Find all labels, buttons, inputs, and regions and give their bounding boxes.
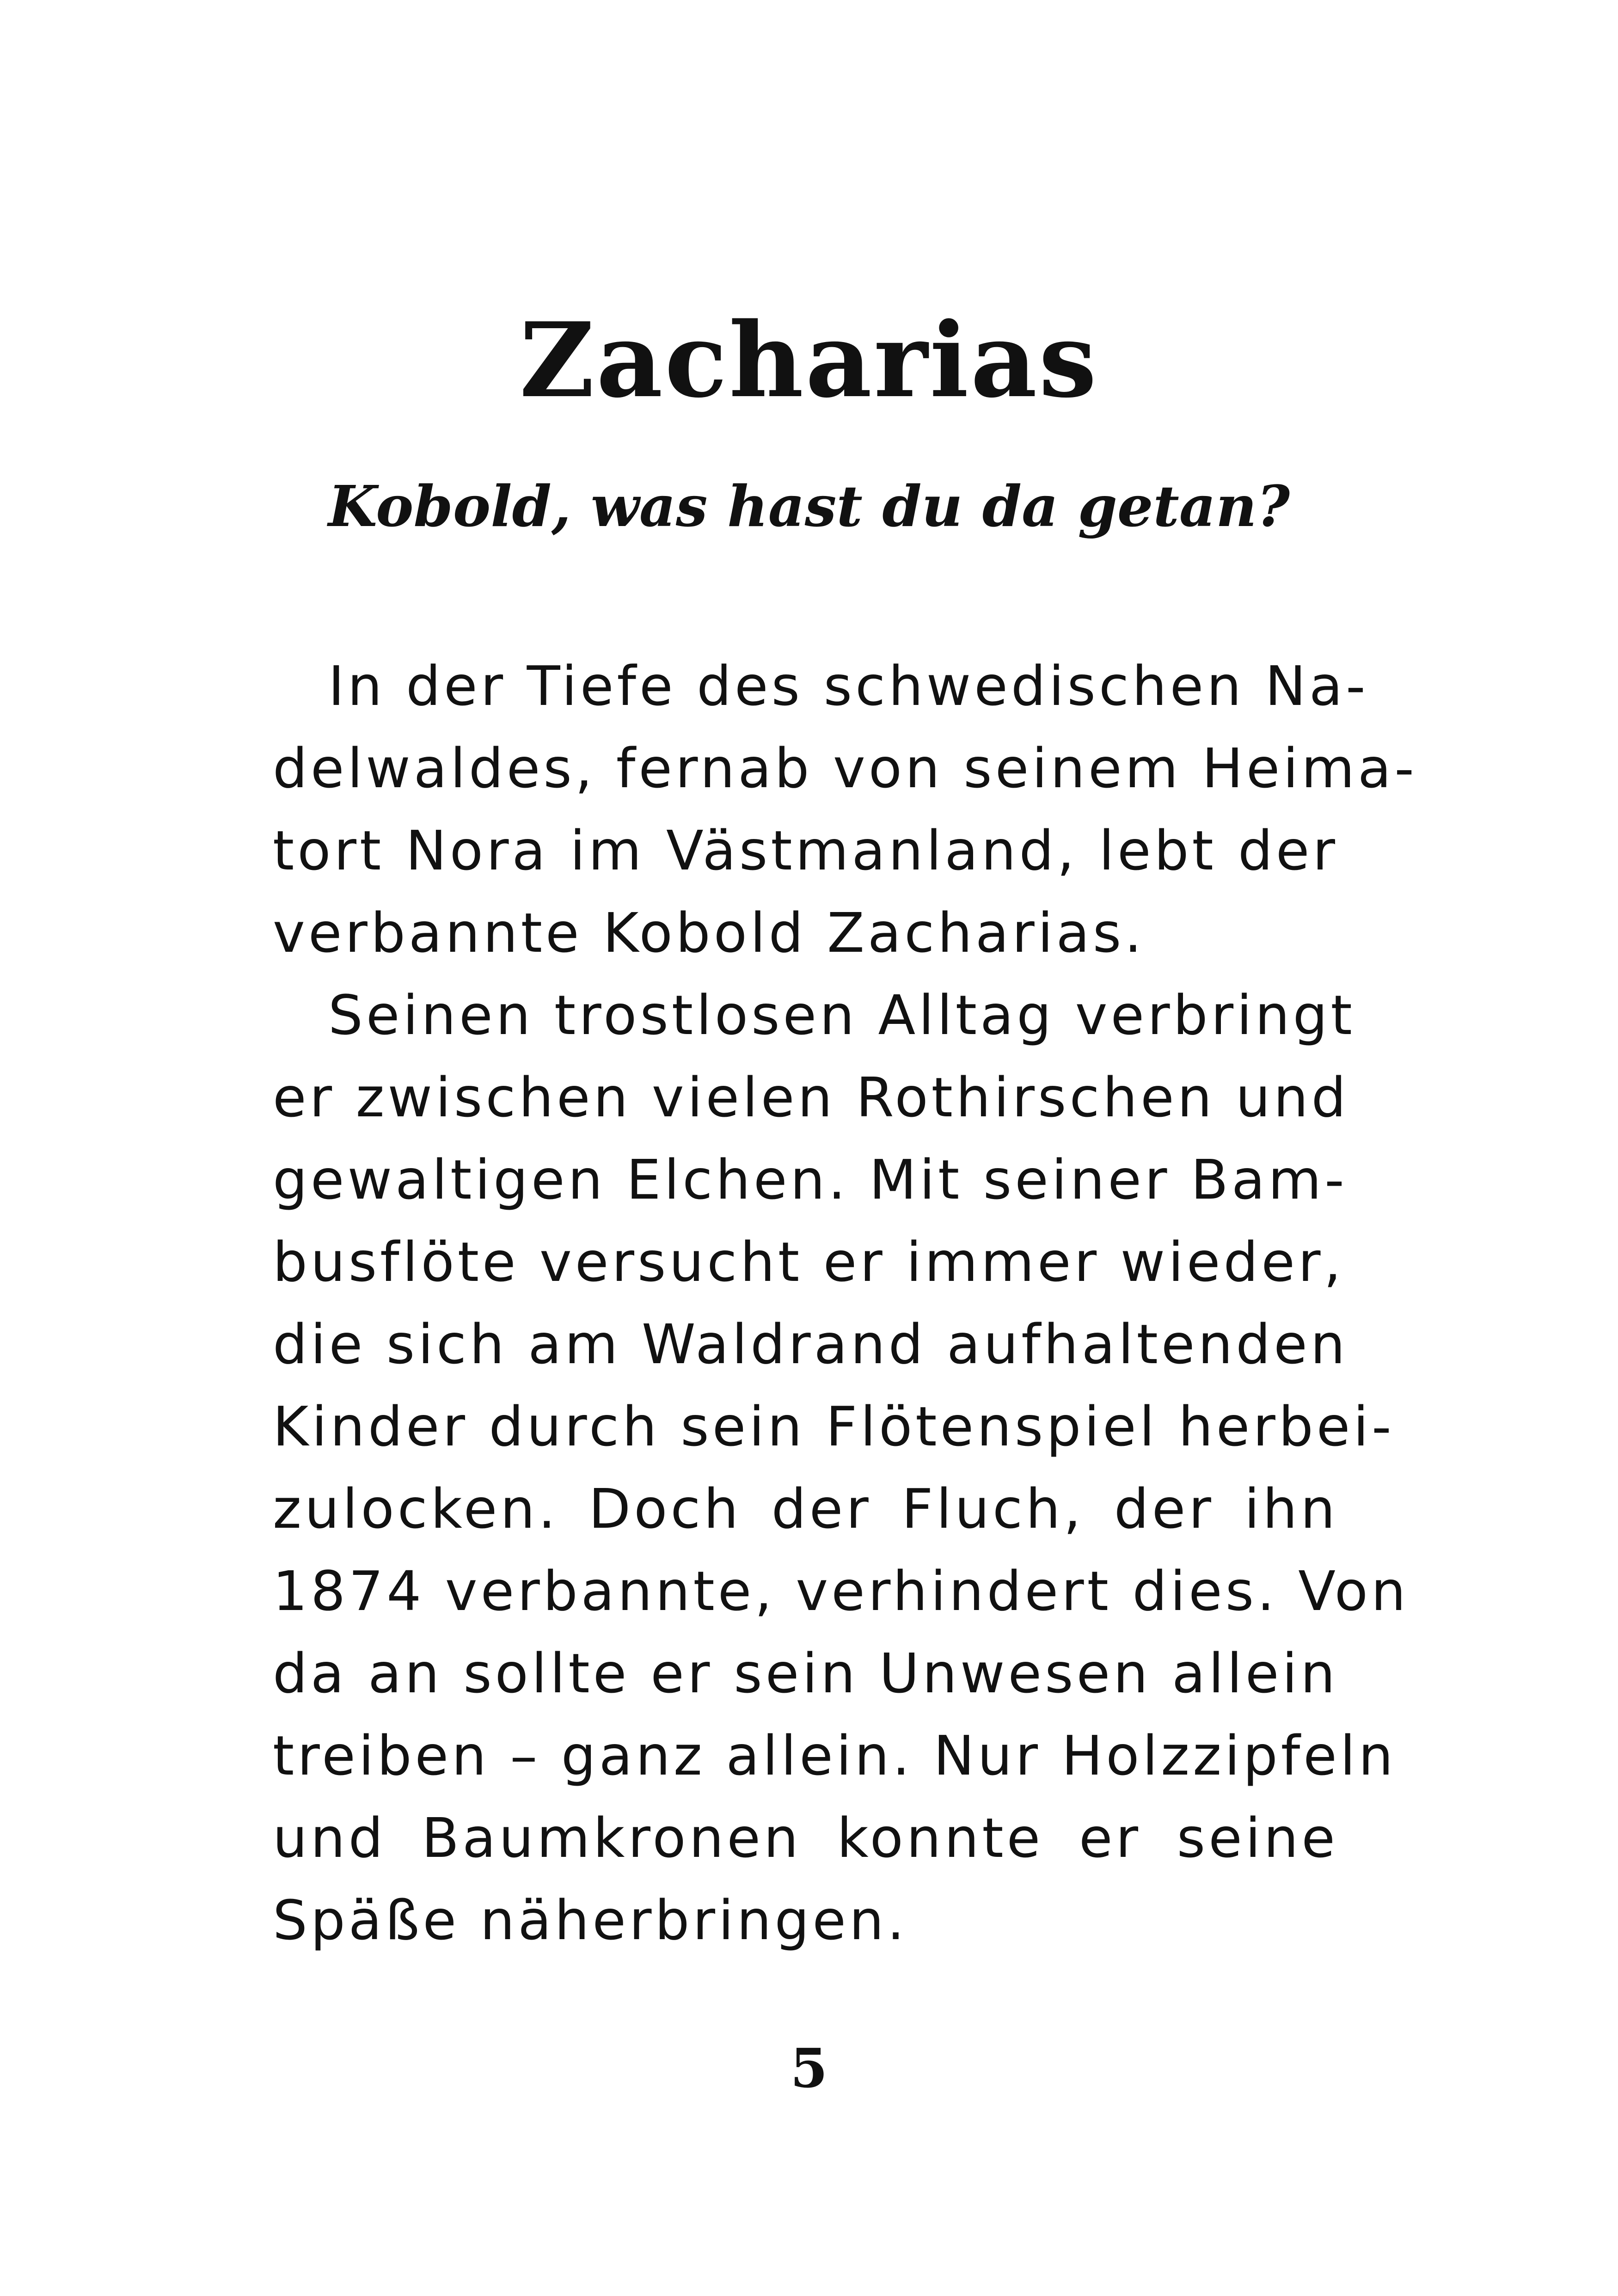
paragraph <box>273 645 1417 974</box>
text-line: Seinen trostlosen Alltag verbringt <box>328 983 1355 1047</box>
text-line: zulocken. Doch der Fluch, der ihn <box>273 1477 1338 1541</box>
text-line: die sich am Waldrand aufhaltenden <box>273 1312 1348 1376</box>
page-number: 5 <box>790 2037 828 2100</box>
text-line: er zwischen vielen Rothirschen und <box>273 1065 1349 1129</box>
text-line: In der Tiefe des schwedischen Na- <box>328 654 1369 718</box>
text-line: und Baumkronen konnte er seine <box>273 1806 1338 1870</box>
text-line: Späße näherbringen. <box>273 1888 908 1952</box>
text-line: Kinder durch sein Flötenspiel herbei- <box>273 1395 1395 1458</box>
page-title: Zacharias <box>519 300 1099 421</box>
text-line: treiben – ganz allein. Nur Holzzipfeln <box>273 1724 1397 1788</box>
text-line: gewaltigen Elchen. Mit seiner Bam- <box>273 1148 1348 1212</box>
text-line: tort Nora im Västmanland, lebt der <box>273 819 1338 882</box>
text-line: 1874 verbannte, verhindert dies. Von <box>273 1559 1409 1623</box>
body-text <box>273 645 1417 1961</box>
page-subtitle: Kobold, was hast du da getan? <box>328 473 1290 539</box>
paragraph <box>273 974 1409 1961</box>
text-line: da an sollte er sein Unwesen allein <box>273 1641 1338 1705</box>
text-line: delwaldes, fernab von seinem Heima- <box>273 736 1417 800</box>
text-line: verbannte Kobold Zacharias. <box>273 901 1145 965</box>
text-line: busflöte versucht er immer wieder, <box>273 1230 1345 1294</box>
